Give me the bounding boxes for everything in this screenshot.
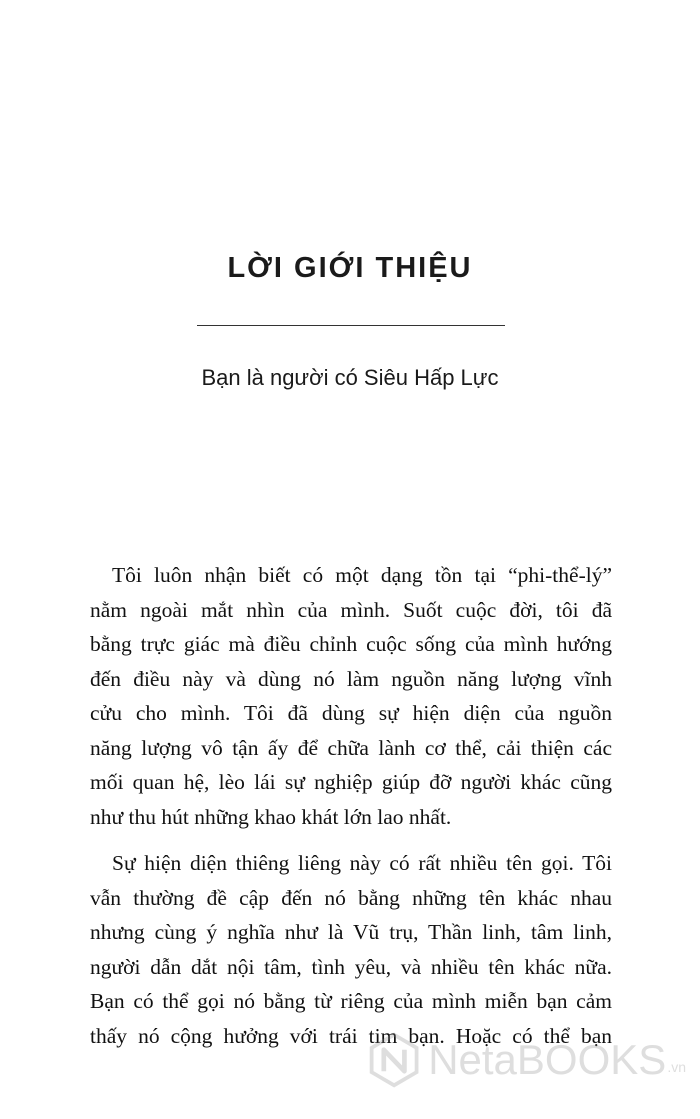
text-line: bằng trực giác mà điều chỉnh cuộc sống của mình hướng: [90, 632, 612, 656]
text-line: năng lượng vô tận ấy để chữa lành cơ thể, cải thiện các: [90, 735, 612, 760]
text-line: mối quan hệ, lèo lái sự nghiệp giúp đỡ người khác cũng: [90, 770, 612, 794]
neta-logo-icon: [366, 1030, 422, 1090]
text-line: vẫn thường đề cập đến nó bằng những tên khác nhau: [90, 885, 612, 910]
text-line: cửu cho mình. Tôi đã dùng sự hiện diện của nguồn: [90, 701, 612, 725]
text-line: người dẫn dắt nội tâm, tình yêu, và nhiều tên khác nữa.: [90, 954, 612, 979]
chapter-subtitle: Bạn là người có Siêu Hấp Lực: [201, 365, 499, 390]
text-line: Bạn có thể gọi nó bằng từ riêng của mình miễn bạn cảm: [90, 989, 612, 1013]
text-line: nhưng cùng ý nghĩa như là Vũ trụ, Thần linh, tâm linh,: [90, 920, 612, 944]
text-line: Sự hiện diện thiêng liêng này có rất nhiều tên gọi. Tôi: [112, 851, 612, 875]
text-line: như thu hút những khao khát lớn lao nhất.: [90, 804, 452, 829]
body-text: [90, 558, 612, 1065]
paragraph-1: [90, 558, 612, 834]
text-line: đến điều này và dùng nó làm nguồn năng lượng vĩnh: [90, 666, 612, 691]
watermark-brand: NetaBOOKS: [428, 1036, 667, 1083]
chapter-title: LỜI GIỚI THIỆU: [227, 252, 473, 284]
text-line: thấy nó cộng hưởng với trái tim bạn. Hoặc có thể bạn: [90, 1023, 612, 1048]
text-line: nằm ngoài mắt nhìn của mình. Suốt cuộc đời, tôi đã: [90, 597, 612, 622]
watermark: [366, 1020, 686, 1100]
watermark-tld: .vn: [667, 1059, 686, 1075]
title-divider: [197, 325, 505, 326]
text-line: Tôi luôn nhận biết có một dạng tồn tại “phi-thể-lý”: [112, 563, 612, 587]
